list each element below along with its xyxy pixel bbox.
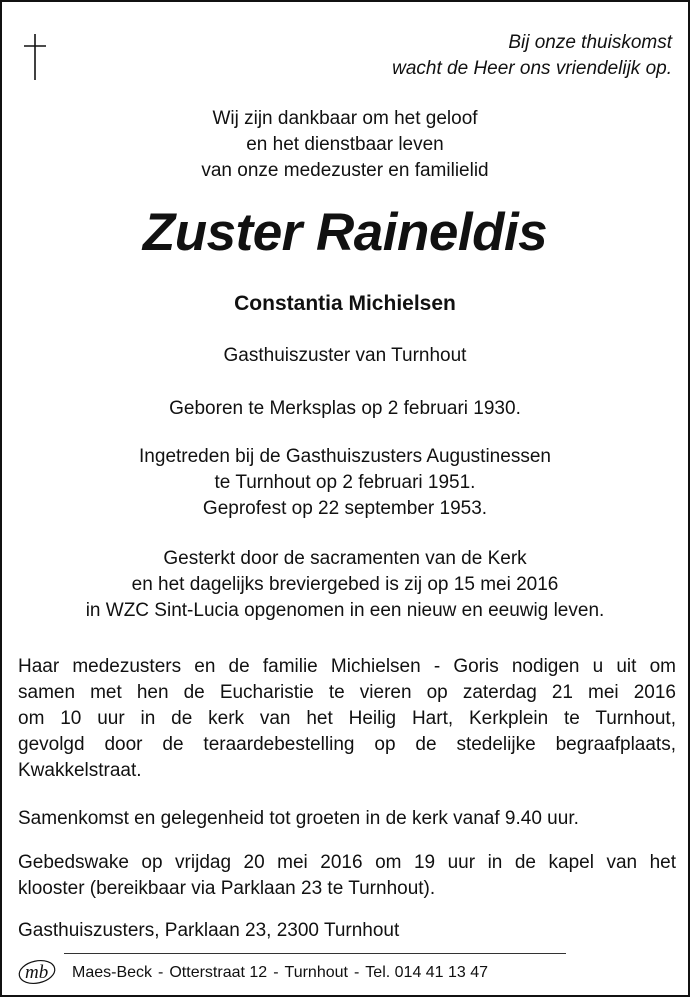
funeral-line: samen met hen de Eucharistie te vieren op zaterdag 21 mei 2016 — [18, 682, 676, 703]
undertaker-name: Maes-Beck — [72, 964, 153, 981]
maes-beck-logo-icon — [16, 952, 62, 986]
religious-name: Zuster Raineldis — [142, 203, 548, 262]
profession-line: te Turnhout op 2 februari 1951. — [214, 472, 476, 493]
vigil-info — [18, 850, 676, 902]
birth-info: Geboren te Merksplas op 2 februari 1930. — [169, 398, 521, 419]
cross-icon — [20, 32, 50, 82]
civil-name: Constantia Michielsen — [234, 292, 456, 315]
vigil-line: klooster (bereikbaar via Parklaan 23 te Turnhout). — [18, 878, 436, 899]
profession-info — [2, 444, 688, 522]
motto — [392, 30, 672, 82]
separator: - — [353, 964, 360, 981]
separator: - — [158, 964, 164, 981]
profession-line: Ingetreden bij de Gasthuiszusters Augustinessen — [139, 446, 551, 467]
motto-line: Bij onze thuiskomst — [508, 32, 672, 53]
vigil-line: Gebedswake op vrijdag 20 mei 2016 om 19 uur in de kapel van het — [18, 852, 676, 873]
footer-divider — [64, 953, 566, 954]
death-line: in WZC Sint-Lucia opgenomen in een nieuw en eeuwig leven. — [85, 600, 605, 621]
funeral-line: gevolgd door de teraardebestelling op de stedelijke begraafplaats, — [18, 734, 676, 755]
funeral-line: Kwakkelstraat. — [18, 760, 142, 781]
undertaker-phone: Tel. 014 41 13 47 — [365, 964, 489, 981]
funeral-line: om 10 uur in de kerk van het Heilig Hart, Kerkplein te Turnhout, — [18, 708, 676, 729]
funeral-line: Haar medezusters en de familie Michielsen - Goris nodigen u uit om — [18, 656, 676, 677]
undertaker-city: Turnhout — [284, 964, 348, 981]
intro-text — [2, 106, 688, 184]
intro-line: Wij zijn dankbaar om het geloof — [212, 108, 478, 129]
undertaker-info — [72, 962, 488, 984]
death-info — [2, 546, 688, 624]
gathering-info: Samenkomst en gelegenheid tot groeten in de kerk vanaf 9.40 uur. — [18, 808, 579, 829]
role: Gasthuiszuster van Turnhout — [223, 345, 467, 366]
funeral-invitation — [18, 654, 676, 784]
death-line: Gesterkt door de sacramenten van de Kerk — [163, 548, 527, 569]
separator: - — [273, 964, 279, 981]
death-line: en het dagelijks breviergebed is zij op 15 mei 2016 — [131, 574, 559, 595]
undertaker-street: Otterstraat 12 — [169, 964, 268, 981]
logo-text: mb — [25, 962, 49, 983]
motto-line: wacht de Heer ons vriendelijk op. — [392, 58, 672, 79]
intro-line: en het dienstbaar leven — [246, 134, 444, 155]
correspondence-address: Gasthuiszusters, Parklaan 23, 2300 Turnhout — [18, 920, 400, 941]
profession-line: Geprofest op 22 september 1953. — [202, 498, 488, 519]
intro-line: van onze medezuster en familielid — [201, 160, 489, 181]
